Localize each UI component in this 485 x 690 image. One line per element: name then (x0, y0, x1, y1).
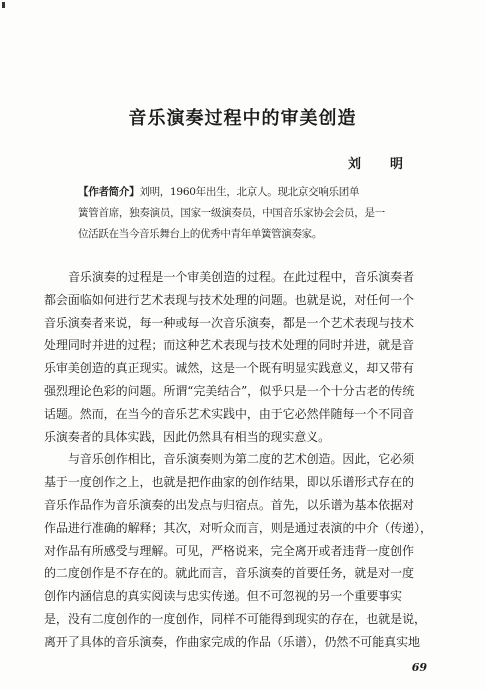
body-line: 音乐演奏者来说，每一种或每一次音乐演奏，都是一个艺术表现与技术 (44, 315, 414, 330)
body-line: 的二度创作是不存在的。就此而言，音乐演奏的首要任务，就是对一度 (44, 566, 414, 581)
body-line: 创作内涵信息的真实阅读与忠实传递。但不可忽视的另一个重要事实 (44, 589, 402, 604)
page-number: 69 (411, 661, 427, 674)
bio-label: 【作者简介】 (78, 186, 140, 198)
bio-line: 簧管首席，独奏演员，国家一级演奏员，中国音乐家协会会员，是一 (78, 207, 385, 219)
body-line: 乐审美创造的真正现实。诚然，这是一个既有明显实践意义，却又带有 (44, 361, 414, 376)
body-line: 处理同时并进的过程；而这种艺术表现与技术处理的同时并进，就是音 (44, 338, 414, 353)
body-line: 都会面临如何进行艺术表现与技术处理的问题。也就是说，对任何一个 (44, 292, 414, 307)
article-author: 刘 明 (347, 157, 411, 172)
body-line: 离开了具体的音乐演奏，作曲家完成的作品（乐谱），仍然不可能真实地 (44, 634, 420, 649)
body-line: 作品进行准确的解释；其次，对听众而言，则是通过表演的中介（传递）， (44, 520, 432, 535)
body-line: 是，没有二度创作的一度创作，同样不可能得到现实的存在，也就是说， (44, 611, 426, 626)
body-line: 话题。然而，在当今的音乐艺术实践中，由于它必然伴随每一个不同音 (44, 406, 414, 421)
author-bio (78, 182, 438, 245)
body-line: 乐演奏者的具体实践，因此仍然具有相当的现实意义。 (44, 429, 331, 444)
scan-speck (2, 2, 5, 8)
body-line: 基于一度创作之上，也就是把作曲家的创作结果，即以乐谱形式存在的 (44, 475, 414, 490)
bio-text: 刘明，1960年出生，北京人。现北京交响乐团单 (139, 186, 360, 198)
body-line: 强烈理论色彩的问题。所谓“完美结合”，似乎只是一个十分古老的传统 (44, 383, 415, 398)
body-line: 与音乐创作相比，音乐演奏则为第二度的艺术创造。因此，它必须 (68, 452, 415, 467)
bio-line: 位活跃在当今音乐舞台上的优秀中青年单簧管演奏家。 (78, 228, 323, 240)
body-line: 对作品有所感受与理解。可见，严格说来，完全离开或者违背一度创作 (44, 543, 414, 558)
body-line: 音乐作品作为音乐演奏的出发点与归宿点。首先，以乐谱为基本依据对 (44, 497, 414, 512)
body-line: 音乐演奏的过程是一个审美创造的过程。在此过程中，音乐演奏者 (68, 270, 415, 284)
article-title: 音乐演奏过程中的审美创造 (128, 108, 357, 129)
article-body (44, 266, 444, 654)
bio-line (78, 182, 438, 203)
